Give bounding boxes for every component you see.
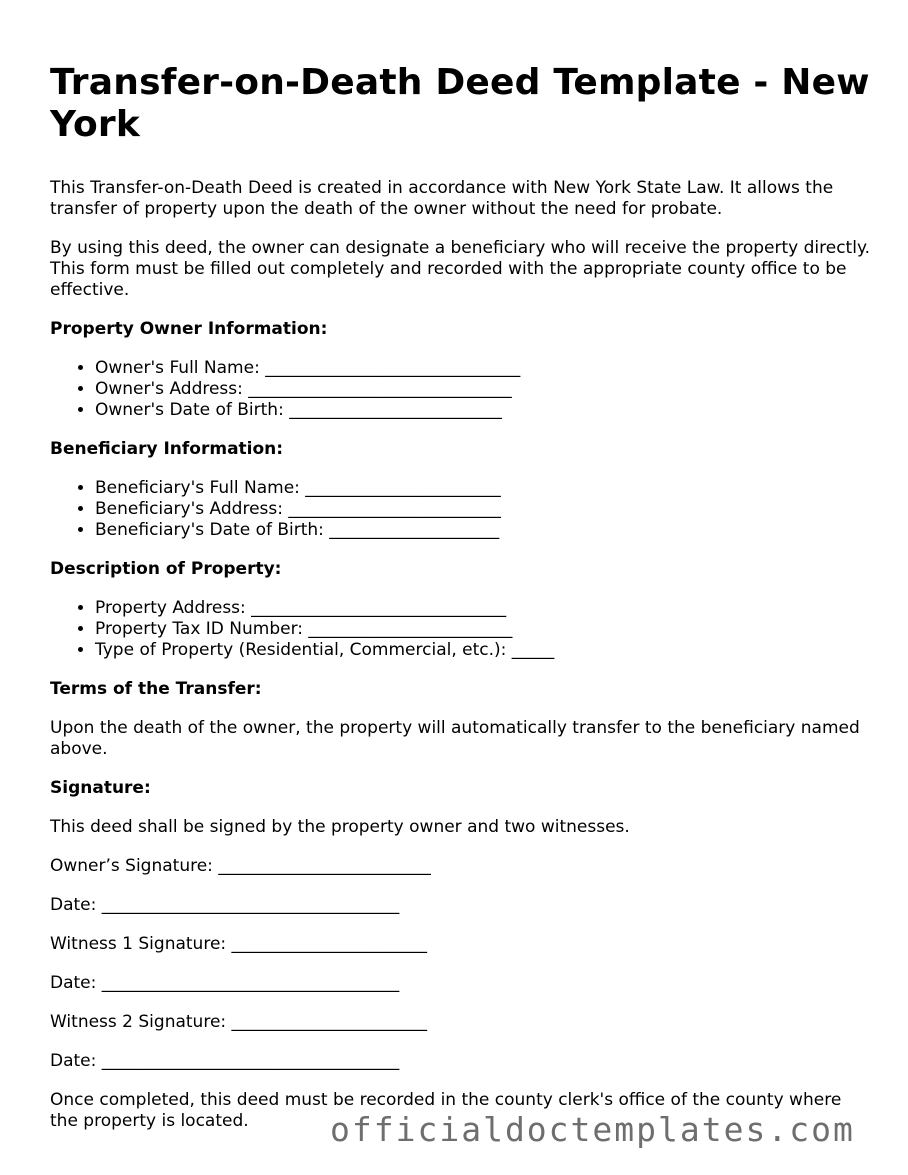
beneficiary-address-field: • Beneficiary's Address: _________________________ [95, 499, 870, 520]
owner-info-list [50, 358, 870, 421]
property-type-field: • Type of Property (Residential, Commercial, etc.): _____ [95, 640, 870, 661]
watermark: officialdoctemplates.com [330, 1110, 855, 1149]
owner-dob-field: • Owner's Date of Birth: _________________________ [95, 400, 870, 421]
owner-date-line: Date: ___________________________________ [50, 895, 400, 915]
document-title: Transfer-on-Death Deed Template - New York [50, 62, 870, 145]
terms-heading: Terms of the Transfer: [50, 679, 262, 699]
signature-heading: Signature: [50, 778, 151, 798]
intro-paragraph-2: By using this deed, the owner can designate a beneficiary who will receive the property directly. This form must be filled out completely and recorded with the appropriate county office to be effective. [50, 238, 870, 300]
beneficiary-full-name-field: • Beneficiary's Full Name: _______________________ [95, 478, 870, 499]
signature-instructions: This deed shall be signed by the property owner and two witnesses. [50, 817, 630, 837]
owner-full-name-field: • Owner's Full Name: ______________________________ [95, 358, 870, 379]
beneficiary-info-list [50, 478, 870, 541]
witness-1-date-line: Date: ___________________________________ [50, 973, 400, 993]
witness-2-signature-line: Witness 2 Signature: _______________________ [50, 1012, 428, 1032]
property-address-field: • Property Address: ______________________________ [95, 598, 870, 619]
owner-info-heading: Property Owner Information: [50, 319, 328, 339]
owner-address-field: • Owner's Address: _______________________________ [95, 379, 870, 400]
property-description-list [50, 598, 870, 661]
witness-1-signature-line: Witness 1 Signature: _______________________ [50, 934, 428, 954]
intro-paragraph-1: This Transfer-on-Death Deed is created in accordance with New York State Law. It allows the transfer of property upon the death of the owner without the need for probate. [50, 178, 834, 219]
property-tax-id-field: • Property Tax ID Number: ________________________ [95, 619, 870, 640]
witness-2-date-line: Date: ___________________________________ [50, 1051, 400, 1071]
beneficiary-info-heading: Beneficiary Information: [50, 439, 284, 459]
beneficiary-dob-field: • Beneficiary's Date of Birth: ____________________ [95, 520, 870, 541]
document-page [50, 62, 870, 1150]
owner-signature-line: Owner’s Signature: _________________________ [50, 856, 431, 876]
property-description-heading: Description of Property: [50, 559, 282, 579]
terms-paragraph: Upon the death of the owner, the property will automatically transfer to the beneficiary named above. [50, 718, 860, 759]
closing-paragraph: Once completed, this deed must be recorded in the county clerk's office of the county where the property is located. [50, 1090, 842, 1131]
